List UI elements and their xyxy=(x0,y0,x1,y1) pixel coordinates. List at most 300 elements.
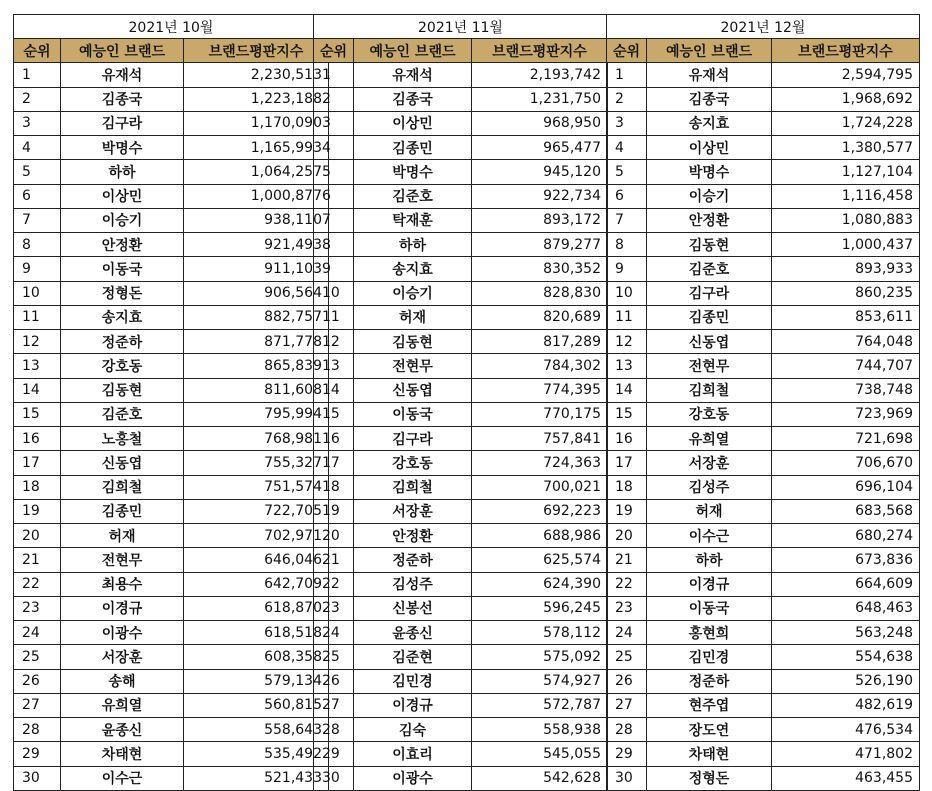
rank-cell: 26 xyxy=(314,669,354,693)
brand-name-cell: 이승기 xyxy=(354,281,472,305)
score-cell: 535,492 xyxy=(184,742,329,766)
score-cell: 724,363 xyxy=(472,451,608,475)
table-row xyxy=(607,596,920,620)
rank-cell: 2 xyxy=(314,87,354,111)
rank-cell: 8 xyxy=(14,233,61,257)
score-cell: 738,748 xyxy=(772,378,920,402)
score-cell: 673,836 xyxy=(772,548,920,572)
rank-cell: 26 xyxy=(14,669,61,693)
score-cell: 755,327 xyxy=(184,451,329,475)
brand-name-cell: 김준호 xyxy=(354,184,472,208)
table-row xyxy=(607,524,920,548)
table-row xyxy=(607,87,920,111)
score-header: 브랜드평판지수 xyxy=(472,39,608,63)
rank-cell: 25 xyxy=(607,645,647,669)
brand-name-cell: 유희열 xyxy=(647,427,772,451)
brand-name-cell: 탁재훈 xyxy=(354,208,472,232)
table-row xyxy=(314,718,608,742)
brand-header: 예능인 브랜드 xyxy=(61,39,184,63)
table-row xyxy=(314,281,608,305)
score-cell: 608,358 xyxy=(184,645,329,669)
score-cell: 545,055 xyxy=(472,742,608,766)
rank-cell: 1 xyxy=(14,63,61,87)
brand-name-cell: 이승기 xyxy=(61,208,184,232)
brand-name-cell: 김동현 xyxy=(354,330,472,354)
table-row xyxy=(607,111,920,135)
table-row xyxy=(607,669,920,693)
score-cell: 828,830 xyxy=(472,281,608,305)
table-row xyxy=(14,451,329,475)
table-row xyxy=(14,427,329,451)
rank-cell: 24 xyxy=(314,621,354,645)
score-cell: 774,395 xyxy=(472,378,608,402)
table-row xyxy=(314,233,608,257)
table-row xyxy=(14,330,329,354)
rank-cell: 29 xyxy=(607,742,647,766)
table-row xyxy=(607,330,920,354)
brand-name-cell: 김준호 xyxy=(647,257,772,281)
score-cell: 893,933 xyxy=(772,257,920,281)
score-cell: 893,172 xyxy=(472,208,608,232)
score-cell: 751,574 xyxy=(184,475,329,499)
brand-name-cell: 김준현 xyxy=(354,645,472,669)
table-row xyxy=(607,63,920,87)
score-cell: 618,870 xyxy=(184,596,329,620)
score-cell: 646,046 xyxy=(184,548,329,572)
table-row xyxy=(314,621,608,645)
rank-cell: 5 xyxy=(607,160,647,184)
rank-cell: 11 xyxy=(314,305,354,329)
rank-cell: 29 xyxy=(14,742,61,766)
score-cell: 879,277 xyxy=(472,233,608,257)
rank-cell: 17 xyxy=(314,451,354,475)
brand-name-cell: 정형돈 xyxy=(61,281,184,305)
brand-name-cell: 장도연 xyxy=(647,718,772,742)
brand-name-cell: 김민경 xyxy=(354,669,472,693)
table-row xyxy=(607,548,920,572)
brand-name-cell: 김동현 xyxy=(647,233,772,257)
score-cell: 938,110 xyxy=(184,208,329,232)
score-cell: 811,608 xyxy=(184,378,329,402)
score-cell: 820,689 xyxy=(472,305,608,329)
brand-name-cell: 김구라 xyxy=(647,281,772,305)
brand-name-cell: 이승기 xyxy=(647,184,772,208)
score-cell: 624,390 xyxy=(472,572,608,596)
rank-cell: 2 xyxy=(607,87,647,111)
rank-cell: 24 xyxy=(607,621,647,645)
rank-cell: 4 xyxy=(607,136,647,160)
score-cell: 922,734 xyxy=(472,184,608,208)
table-row xyxy=(607,354,920,378)
score-cell: 1,080,883 xyxy=(772,208,920,232)
rank-cell: 24 xyxy=(14,621,61,645)
month-table xyxy=(13,14,329,791)
score-cell: 1,165,993 xyxy=(184,136,329,160)
score-cell: 683,568 xyxy=(772,499,920,523)
rank-cell: 19 xyxy=(14,499,61,523)
score-cell: 696,104 xyxy=(772,475,920,499)
brand-name-cell: 정형돈 xyxy=(647,766,772,790)
table-row xyxy=(14,354,329,378)
brand-header: 예능인 브랜드 xyxy=(647,39,772,63)
rank-cell: 13 xyxy=(607,354,647,378)
table-row xyxy=(14,596,329,620)
brand-name-cell: 이경규 xyxy=(61,596,184,620)
score-cell: 554,638 xyxy=(772,645,920,669)
rank-cell: 25 xyxy=(314,645,354,669)
rank-cell: 21 xyxy=(314,548,354,572)
brand-name-cell: 이광수 xyxy=(354,766,472,790)
table-row xyxy=(314,572,608,596)
score-cell: 596,245 xyxy=(472,596,608,620)
table-row xyxy=(314,111,608,135)
table-row xyxy=(314,136,608,160)
table-row xyxy=(314,354,608,378)
score-cell: 1,000,877 xyxy=(184,184,329,208)
rank-cell: 22 xyxy=(607,572,647,596)
rank-cell: 11 xyxy=(607,305,647,329)
brand-name-cell: 김종국 xyxy=(647,87,772,111)
table-row xyxy=(607,208,920,232)
score-cell: 575,092 xyxy=(472,645,608,669)
table-row xyxy=(14,281,329,305)
brand-name-cell: 김구라 xyxy=(354,427,472,451)
rank-cell: 13 xyxy=(314,354,354,378)
score-cell: 463,455 xyxy=(772,766,920,790)
table-row xyxy=(14,742,329,766)
brand-name-cell: 이상민 xyxy=(354,111,472,135)
month-table xyxy=(313,14,608,791)
score-cell: 768,981 xyxy=(184,427,329,451)
score-cell: 618,518 xyxy=(184,621,329,645)
score-cell: 1,380,577 xyxy=(772,136,920,160)
score-cell: 579,134 xyxy=(184,669,329,693)
table-row xyxy=(14,378,329,402)
brand-name-cell: 이경규 xyxy=(354,693,472,717)
rank-cell: 12 xyxy=(314,330,354,354)
table-row xyxy=(607,427,920,451)
rank-cell: 15 xyxy=(607,402,647,426)
table-row xyxy=(314,427,608,451)
brand-name-cell: 윤종신 xyxy=(354,621,472,645)
brand-name-cell: 김종민 xyxy=(61,499,184,523)
rank-cell: 17 xyxy=(607,451,647,475)
brand-name-cell: 노홍철 xyxy=(61,427,184,451)
table-row xyxy=(607,160,920,184)
rank-cell: 28 xyxy=(607,718,647,742)
brand-name-cell: 박명수 xyxy=(61,136,184,160)
table-row xyxy=(607,257,920,281)
brand-name-cell: 김준호 xyxy=(61,402,184,426)
rank-cell: 6 xyxy=(14,184,61,208)
brand-name-cell: 김구라 xyxy=(61,111,184,135)
table-row xyxy=(607,645,920,669)
rank-cell: 10 xyxy=(314,281,354,305)
table-row xyxy=(14,718,329,742)
brand-name-cell: 정준하 xyxy=(354,548,472,572)
score-cell: 906,564 xyxy=(184,281,329,305)
score-cell: 830,352 xyxy=(472,257,608,281)
score-cell: 795,994 xyxy=(184,402,329,426)
score-cell: 965,477 xyxy=(472,136,608,160)
table-row xyxy=(607,305,920,329)
table-row xyxy=(607,233,920,257)
rank-cell: 29 xyxy=(314,742,354,766)
table-row xyxy=(14,766,329,790)
brand-name-cell: 차태현 xyxy=(647,742,772,766)
score-cell: 1,724,228 xyxy=(772,111,920,135)
rank-cell: 14 xyxy=(607,378,647,402)
brand-name-cell: 서장훈 xyxy=(354,499,472,523)
table-row xyxy=(314,330,608,354)
rank-cell: 9 xyxy=(607,257,647,281)
score-cell: 853,611 xyxy=(772,305,920,329)
rank-cell: 20 xyxy=(607,524,647,548)
table-row xyxy=(607,499,920,523)
rank-cell: 14 xyxy=(14,378,61,402)
rank-cell: 10 xyxy=(607,281,647,305)
brand-name-cell: 이광수 xyxy=(61,621,184,645)
brand-name-cell: 김종민 xyxy=(354,136,472,160)
rank-cell: 7 xyxy=(314,208,354,232)
score-cell: 1,000,437 xyxy=(772,233,920,257)
table-row xyxy=(314,669,608,693)
brand-name-cell: 송지효 xyxy=(647,111,772,135)
table-row xyxy=(314,475,608,499)
brand-name-cell: 김민경 xyxy=(647,645,772,669)
rank-cell: 18 xyxy=(607,475,647,499)
score-cell: 2,193,742 xyxy=(472,63,608,87)
table-row xyxy=(14,402,329,426)
rank-cell: 25 xyxy=(14,645,61,669)
rank-header: 순위 xyxy=(607,39,647,63)
score-cell: 688,986 xyxy=(472,524,608,548)
score-cell: 770,175 xyxy=(472,402,608,426)
rank-header: 순위 xyxy=(14,39,61,63)
table-row xyxy=(314,645,608,669)
brand-name-cell: 허재 xyxy=(61,524,184,548)
table-row xyxy=(14,499,329,523)
table-row xyxy=(14,305,329,329)
brand-name-cell: 강호동 xyxy=(61,354,184,378)
brand-name-cell: 정준하 xyxy=(61,330,184,354)
table-row xyxy=(14,475,329,499)
table-row xyxy=(14,257,329,281)
rank-cell: 21 xyxy=(14,548,61,572)
month-title: 2021년 10월 xyxy=(14,15,329,39)
rank-cell: 3 xyxy=(314,111,354,135)
brand-name-cell: 전현무 xyxy=(61,548,184,572)
score-cell: 921,493 xyxy=(184,233,329,257)
brand-header: 예능인 브랜드 xyxy=(354,39,472,63)
score-cell: 721,698 xyxy=(772,427,920,451)
score-cell: 723,969 xyxy=(772,402,920,426)
rank-cell: 30 xyxy=(607,766,647,790)
rank-cell: 26 xyxy=(607,669,647,693)
rank-cell: 15 xyxy=(14,402,61,426)
brand-name-cell: 송지효 xyxy=(61,305,184,329)
score-cell: 1,064,257 xyxy=(184,160,329,184)
rank-cell: 28 xyxy=(14,718,61,742)
score-cell: 702,971 xyxy=(184,524,329,548)
brand-name-cell: 박명수 xyxy=(354,160,472,184)
rank-cell: 5 xyxy=(314,160,354,184)
rank-header: 순위 xyxy=(314,39,354,63)
rank-cell: 10 xyxy=(14,281,61,305)
table-row xyxy=(14,621,329,645)
table-row xyxy=(314,451,608,475)
rank-cell: 11 xyxy=(14,305,61,329)
score-cell: 476,534 xyxy=(772,718,920,742)
brand-name-cell: 하하 xyxy=(61,160,184,184)
brand-name-cell: 강호동 xyxy=(647,402,772,426)
rank-cell: 5 xyxy=(14,160,61,184)
table-row xyxy=(14,233,329,257)
score-cell: 648,463 xyxy=(772,596,920,620)
table-row xyxy=(314,305,608,329)
table-row xyxy=(314,402,608,426)
score-cell: 865,839 xyxy=(184,354,329,378)
table-row xyxy=(14,63,329,87)
score-cell: 700,021 xyxy=(472,475,608,499)
table-row xyxy=(14,548,329,572)
brand-name-cell: 김희철 xyxy=(647,378,772,402)
score-cell: 521,433 xyxy=(184,766,329,790)
rank-cell: 2 xyxy=(14,87,61,111)
table-row xyxy=(14,524,329,548)
rank-cell: 9 xyxy=(14,257,61,281)
rank-cell: 8 xyxy=(314,233,354,257)
score-cell: 945,120 xyxy=(472,160,608,184)
rank-cell: 27 xyxy=(607,693,647,717)
rank-cell: 4 xyxy=(314,136,354,160)
brand-name-cell: 안정환 xyxy=(354,524,472,548)
table-row xyxy=(607,184,920,208)
brand-name-cell: 김성주 xyxy=(647,475,772,499)
score-cell: 968,950 xyxy=(472,111,608,135)
brand-name-cell: 윤종신 xyxy=(61,718,184,742)
score-cell: 625,574 xyxy=(472,548,608,572)
score-cell: 722,705 xyxy=(184,499,329,523)
brand-name-cell: 송지효 xyxy=(354,257,472,281)
rank-cell: 1 xyxy=(314,63,354,87)
rank-cell: 18 xyxy=(14,475,61,499)
score-cell: 572,787 xyxy=(472,693,608,717)
brand-name-cell: 김종국 xyxy=(61,87,184,111)
brand-name-cell: 김성주 xyxy=(354,572,472,596)
brand-name-cell: 김숙 xyxy=(354,718,472,742)
score-cell: 526,190 xyxy=(772,669,920,693)
rank-cell: 3 xyxy=(607,111,647,135)
table-row xyxy=(14,136,329,160)
table-row xyxy=(314,378,608,402)
rank-cell: 16 xyxy=(314,427,354,451)
brand-name-cell: 정준하 xyxy=(647,669,772,693)
rank-cell: 12 xyxy=(14,330,61,354)
brand-name-cell: 안정환 xyxy=(61,233,184,257)
table-row xyxy=(314,693,608,717)
brand-name-cell: 이상민 xyxy=(61,184,184,208)
brand-name-cell: 이경규 xyxy=(647,572,772,596)
score-cell: 558,938 xyxy=(472,718,608,742)
rank-cell: 4 xyxy=(14,136,61,160)
score-cell: 563,248 xyxy=(772,621,920,645)
score-cell: 542,628 xyxy=(472,766,608,790)
table-row xyxy=(314,524,608,548)
table-row xyxy=(314,63,608,87)
table-row xyxy=(607,281,920,305)
table-row xyxy=(314,499,608,523)
brand-name-cell: 김동현 xyxy=(61,378,184,402)
table-row xyxy=(14,87,329,111)
rank-cell: 22 xyxy=(14,572,61,596)
brand-name-cell: 홍현희 xyxy=(647,621,772,645)
table-row xyxy=(14,693,329,717)
score-cell: 744,707 xyxy=(772,354,920,378)
score-cell: 1,231,750 xyxy=(472,87,608,111)
brand-name-cell: 하하 xyxy=(354,233,472,257)
brand-name-cell: 박명수 xyxy=(647,160,772,184)
rank-cell: 22 xyxy=(314,572,354,596)
brand-name-cell: 이동국 xyxy=(61,257,184,281)
brand-name-cell: 이동국 xyxy=(647,596,772,620)
rank-cell: 12 xyxy=(607,330,647,354)
table-row xyxy=(607,766,920,790)
brand-name-cell: 허재 xyxy=(354,305,472,329)
score-cell: 882,757 xyxy=(184,305,329,329)
table-row xyxy=(607,693,920,717)
score-cell: 692,223 xyxy=(472,499,608,523)
brand-name-cell: 이수근 xyxy=(61,766,184,790)
score-cell: 784,302 xyxy=(472,354,608,378)
table-row xyxy=(607,136,920,160)
score-cell: 1,116,458 xyxy=(772,184,920,208)
table-row xyxy=(14,208,329,232)
score-cell: 578,112 xyxy=(472,621,608,645)
table-row xyxy=(607,572,920,596)
rank-cell: 27 xyxy=(14,693,61,717)
brand-name-cell: 이효리 xyxy=(354,742,472,766)
brand-name-cell: 이수근 xyxy=(647,524,772,548)
rank-cell: 30 xyxy=(14,766,61,790)
table-row xyxy=(14,160,329,184)
score-cell: 1,968,692 xyxy=(772,87,920,111)
brand-name-cell: 신동엽 xyxy=(61,451,184,475)
rank-cell: 20 xyxy=(14,524,61,548)
score-cell: 664,609 xyxy=(772,572,920,596)
brand-name-cell: 신봉선 xyxy=(354,596,472,620)
score-cell: 680,274 xyxy=(772,524,920,548)
table-row xyxy=(607,718,920,742)
rank-cell: 7 xyxy=(14,208,61,232)
table-row xyxy=(14,645,329,669)
brand-name-cell: 송해 xyxy=(61,669,184,693)
score-cell: 764,048 xyxy=(772,330,920,354)
score-cell: 817,289 xyxy=(472,330,608,354)
table-row xyxy=(607,475,920,499)
brand-name-cell: 안정환 xyxy=(647,208,772,232)
score-cell: 482,619 xyxy=(772,693,920,717)
score-cell: 558,643 xyxy=(184,718,329,742)
rank-cell: 27 xyxy=(314,693,354,717)
rank-cell: 1 xyxy=(607,63,647,87)
table-row xyxy=(607,621,920,645)
score-cell: 574,927 xyxy=(472,669,608,693)
rank-cell: 23 xyxy=(314,596,354,620)
score-cell: 860,235 xyxy=(772,281,920,305)
rank-cell: 16 xyxy=(607,427,647,451)
table-row xyxy=(607,378,920,402)
